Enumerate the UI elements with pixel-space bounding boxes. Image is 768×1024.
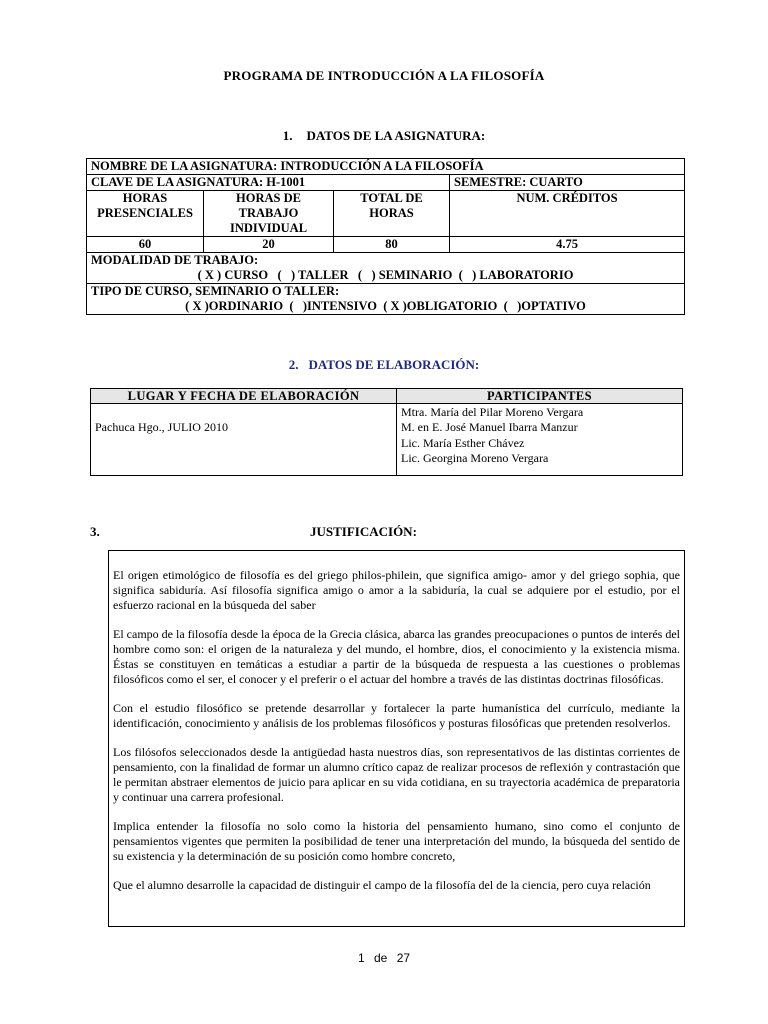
value-creditos: 4.75 <box>450 237 685 253</box>
participant: Mtra. María del Pilar Moreno Vergara <box>401 405 584 419</box>
modalidad-options: ( X ) CURSO ( ) TALLER ( ) SEMINARIO ( ) LABORATORIO <box>197 268 574 282</box>
header-total-horas <box>334 191 450 237</box>
subject-name-cell: NOMBRE DE LA ASIGNATURA: INTRODUCCIÓN A LA FILOSOFÍA <box>87 159 685 175</box>
participant: M. en E. José Manuel Ibarra Manzur <box>401 420 578 435</box>
header-line: HORAS DE <box>236 191 301 205</box>
subject-data-table <box>86 158 685 315</box>
page-total: 27 <box>396 951 411 965</box>
page-of-label: de <box>373 951 388 965</box>
modalidad-cell <box>87 253 685 284</box>
table-row <box>87 284 685 315</box>
justification-paragraph: El campo de la filosofía desde la época de la Grecia clásica, abarca las grandes preocupaciones o puntos de interés del hombre como son: el origen de la naturaleza y del mundo, el hombre, dios, el conocimiento y la existencia misma. Éstas se constituyen en temáticas a estudiar a partir de la búsqueda de respuesta a las cuestiones o problemas filosóficos como el ser, el conocer y el preferir o el actuar del hombre a través de las distintas doctrinas filosóficas. <box>113 627 680 686</box>
column-header-lugar: LUGAR Y FECHA DE ELABORACIÓN <box>91 389 397 404</box>
header-line: HORAS <box>369 206 414 220</box>
page-number <box>0 951 768 965</box>
justification-paragraph: Que el alumno desarrolle la capacidad de distinguir el campo de la filosofía del de la ciencia, pero cuya relación <box>113 878 651 892</box>
table-row <box>91 404 683 476</box>
header-line: TRABAJO <box>238 206 299 220</box>
section-1-heading <box>0 128 768 144</box>
value-total: 80 <box>334 237 450 253</box>
table-row <box>91 389 683 404</box>
tipo-curso-options: ( X )ORDINARIO ( )INTENSIVO ( X )OBLIGATORIO ( )OPTATIVO <box>185 299 586 313</box>
header-horas-presenciales <box>87 191 204 237</box>
modalidad-label: MODALIDAD DE TRABAJO: <box>91 253 259 267</box>
participant: Lic. María Esther Chávez <box>401 435 525 450</box>
participant: Lic. Georgina Moreno Vergara <box>401 450 549 465</box>
tipo-curso-cell <box>87 284 685 315</box>
section-1-number: 1. <box>282 128 293 143</box>
justification-box <box>108 550 685 927</box>
table-row <box>87 237 685 253</box>
section-3-title: JUSTIFICACIÓN: <box>310 524 417 539</box>
header-line: INDIVIDUAL <box>229 221 308 235</box>
semester-cell: SEMESTRE: CUARTO <box>450 175 685 191</box>
section-2-number: 2. <box>288 357 299 372</box>
section-2-title: DATOS DE ELABORACIÓN: <box>308 357 480 372</box>
section-1-title: DATOS DE LA ASIGNATURA: <box>306 128 486 143</box>
column-header-participantes: PARTICIPANTES <box>397 389 683 404</box>
justification-paragraph: Los filósofos seleccionados desde la antigüedad hasta nuestros días, son representativos de las distintas corrientes de pensamiento, con la finalidad de formar un alumno crítico capaz de realizar procesos de reflexión y contrastación que le permitan abstraer elementos de juicio para aplicar en su vida cotidiana, en su trayectoria académica de preparatoria y continuar una carrera profesional. <box>113 745 680 804</box>
header-horas-trabajo <box>204 191 334 237</box>
lugar-fecha-cell: Pachuca Hgo., JULIO 2010 <box>91 404 397 476</box>
document-title: PROGRAMA DE INTRODUCCIÓN A LA FILOSOFÍA <box>223 68 545 83</box>
table-row <box>87 191 685 237</box>
table-row <box>87 253 685 284</box>
table-row <box>87 175 685 191</box>
table-row <box>87 159 685 175</box>
section-2-heading <box>0 357 768 373</box>
header-line: PRESENCIALES <box>97 206 193 220</box>
justification-paragraph: Con el estudio filosófico se pretende desarrollar y fortalecer la parte humanística del currículo, mediante la identificación, conocimiento y análisis de los problemas filosóficos y posturas filosóficas que pretenden resolverlos. <box>113 701 680 730</box>
header-creditos: NUM. CRÉDITOS <box>450 191 685 237</box>
justification-paragraph: Implica entender la filosofía no solo como la historia del pensamiento humano, sino como el conjunto de pensamientos vigentes que permiten la posibilidad de tener una interpretación del mundo, la búsqueda del sentido de su existencia y la determinación de su posición como hombre concreto, <box>113 819 680 863</box>
value-trabajo: 20 <box>204 237 334 253</box>
value-presenciales: 60 <box>87 237 204 253</box>
justification-paragraph: El origen etimológico de filosofía es del griego philos-philein, que significa amigo- amor y del griego sophia, que significa sabiduría. Así filosofía significa amigo o amor a la sabiduría, la cual se adquiere por el estudio, por el esfuerzo racional en la búsqueda del saber <box>113 568 680 612</box>
page-current: 1 <box>357 951 365 965</box>
section-3-number: 3. <box>90 524 100 539</box>
tipo-curso-label: TIPO DE CURSO, SEMINARIO O TALLER: <box>91 284 340 298</box>
participants-cell <box>397 404 683 476</box>
elaboration-table <box>90 388 683 476</box>
header-line: TOTAL DE <box>360 191 423 205</box>
subject-code-cell: CLAVE DE LA ASIGNATURA: H-1001 <box>87 175 450 191</box>
header-line: HORAS <box>122 191 168 205</box>
